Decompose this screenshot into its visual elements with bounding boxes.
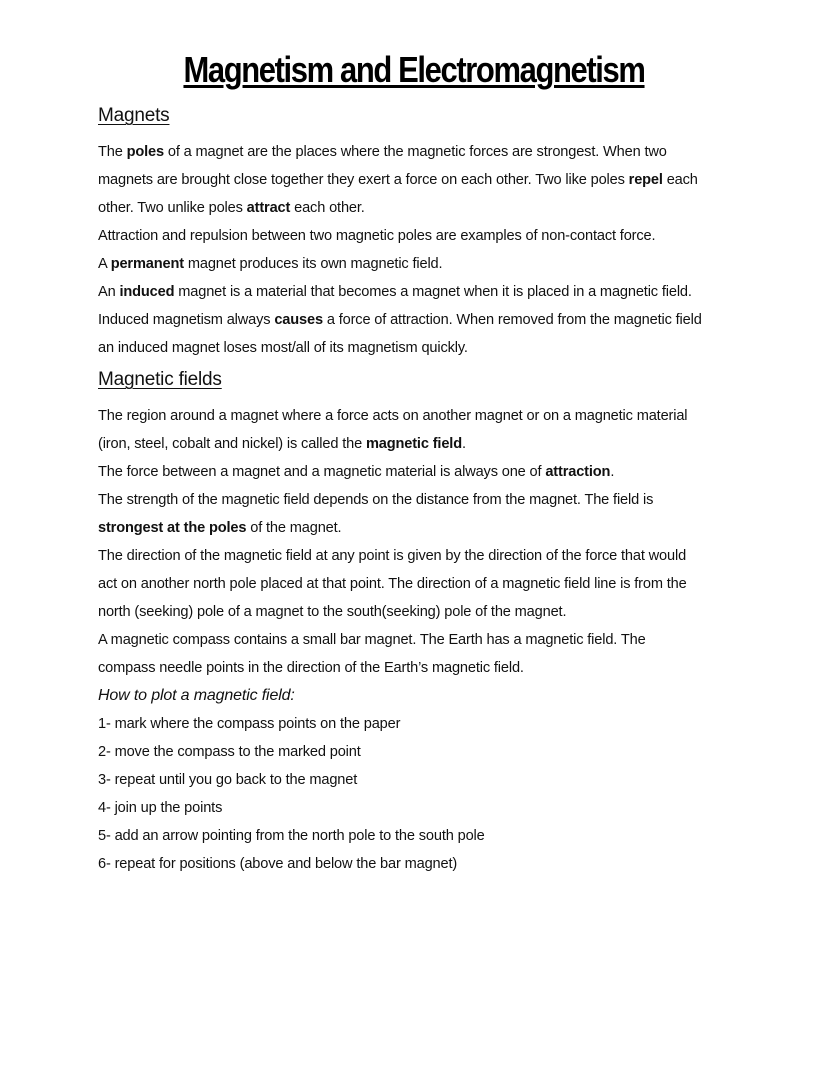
text-run: of a magnet are the places where the magnetic forces are strongest. When two bbox=[163, 144, 667, 160]
text-line bbox=[98, 226, 655, 246]
text-line bbox=[98, 826, 485, 846]
text-line bbox=[98, 518, 341, 538]
text-line bbox=[98, 546, 686, 566]
text-line bbox=[98, 686, 295, 706]
text-run: act on another north pole placed at that point. The direction of a magnetic field line is from the bbox=[98, 576, 687, 592]
bold-term: induced bbox=[119, 284, 175, 300]
text-line bbox=[98, 742, 361, 762]
bold-term: permanent bbox=[110, 256, 184, 272]
text-run: Induced magnetism always bbox=[98, 312, 275, 328]
text-line bbox=[98, 406, 687, 426]
text-line bbox=[98, 714, 400, 734]
section-heading-magnets: Magnets bbox=[98, 105, 170, 126]
text-line bbox=[98, 854, 457, 874]
text-run: 2- move the compass to the marked point bbox=[98, 744, 361, 760]
text-run: The direction of the magnetic field at any point is given by the direction of the force that would bbox=[98, 548, 687, 564]
text-line bbox=[98, 462, 614, 482]
text-run: Attraction and repulsion between two magnetic poles are examples of non-contact force. bbox=[98, 228, 656, 244]
text-line bbox=[98, 310, 702, 330]
text-line bbox=[98, 490, 653, 510]
text-run: 4- join up the points bbox=[98, 800, 223, 816]
text-line bbox=[98, 770, 357, 790]
text-run: each other. bbox=[290, 200, 365, 216]
text-run: The region around a magnet where a force acts on another magnet or on a magnetic material bbox=[98, 408, 688, 424]
text-run: a force of attraction. When removed from the magnetic field bbox=[322, 312, 702, 328]
text-line bbox=[98, 282, 692, 302]
text-line bbox=[98, 798, 222, 818]
text-run: 3- repeat until you go back to the magnet bbox=[98, 772, 358, 788]
text-run: 1- mark where the compass points on the paper bbox=[98, 716, 401, 732]
text-run: magnets are brought close together they exert a force on each other. Two like poles bbox=[98, 172, 629, 188]
text-run: magnet produces its own magnetic field. bbox=[183, 256, 443, 272]
text-run: (iron, steel, cobalt and nickel) is called the bbox=[98, 436, 366, 452]
text-run: . bbox=[610, 464, 615, 480]
text-line bbox=[98, 142, 667, 162]
text-line bbox=[98, 658, 524, 678]
text-run: other. Two unlike poles bbox=[98, 200, 247, 216]
bold-term: causes bbox=[274, 312, 323, 328]
text-line bbox=[98, 338, 468, 358]
text-run: The force between a magnet and a magnetic material is always one of bbox=[98, 464, 546, 480]
text-run: 5- add an arrow pointing from the north pole to the south pole bbox=[98, 828, 485, 844]
text-run: compass needle points in the direction of the Earth’s magnetic field. bbox=[98, 660, 524, 676]
text-run: A bbox=[98, 256, 111, 272]
bold-term: attraction bbox=[545, 464, 611, 480]
bold-term: attract bbox=[246, 200, 291, 216]
text-line bbox=[98, 434, 466, 454]
page-title: Magnetism and Electromagnetism bbox=[183, 49, 645, 90]
bold-term: poles bbox=[126, 144, 164, 160]
text-line bbox=[98, 602, 566, 622]
text-run: each bbox=[662, 172, 698, 188]
text-line bbox=[98, 630, 646, 650]
text-line bbox=[98, 574, 687, 594]
text-run: The bbox=[98, 144, 127, 160]
text-line bbox=[98, 198, 365, 218]
text-line bbox=[98, 254, 442, 274]
text-run: north (seeking) pole of a magnet to the south(seeking) pole of the magnet. bbox=[98, 604, 567, 620]
section-heading-magnetic-fields: Magnetic fields bbox=[98, 369, 222, 390]
italic-subheading: How to plot a magnetic field: bbox=[98, 687, 295, 704]
bold-term: magnetic field bbox=[365, 436, 462, 452]
text-run: of the magnet. bbox=[246, 520, 342, 536]
text-run: The strength of the magnetic field depends on the distance from the magnet. The field is bbox=[98, 492, 654, 508]
text-run: magnet is a material that becomes a magnet when it is placed in a magnetic field. bbox=[174, 284, 692, 300]
text-run: 6- repeat for positions (above and below the bar magnet) bbox=[98, 856, 458, 872]
bold-term: strongest at the poles bbox=[98, 520, 247, 536]
text-run: an induced magnet loses most/all of its magnetism quickly. bbox=[98, 340, 468, 356]
text-run: . bbox=[461, 436, 466, 452]
bold-term: repel bbox=[628, 172, 663, 188]
text-run: A magnetic compass contains a small bar magnet. The Earth has a magnetic field. The bbox=[98, 632, 646, 648]
text-line bbox=[98, 170, 698, 190]
text-run: An bbox=[98, 284, 120, 300]
